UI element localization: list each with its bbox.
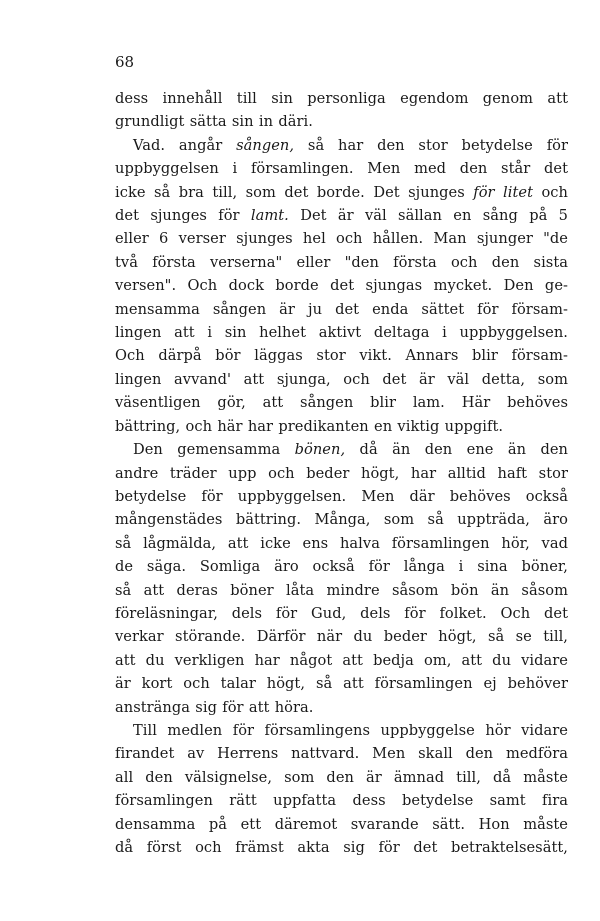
text-segment: det sjunges för — [115, 207, 251, 225]
text-line — [115, 508, 568, 531]
text-segment: de säga. Somliga äro också för långa i sina böner, — [115, 558, 568, 576]
text-segment: anstränga sig för att höra. — [115, 698, 314, 716]
text-segment: versen". Och dock borde det sjungas mycket. Den ge- — [115, 277, 568, 295]
text-segment: föreläsningar, dels för Gud, dels för folket. Och det — [115, 604, 568, 622]
text-line — [115, 485, 568, 508]
italic-text: bönen, — [294, 441, 346, 459]
text-line — [115, 204, 568, 227]
text-segment: verkar störande. Därför när du beder högt, så se till, — [115, 628, 568, 646]
text-line — [115, 274, 568, 297]
text-segment: dess innehåll till sin personliga egendom genom att — [115, 90, 568, 107]
text-line — [115, 298, 568, 321]
text-segment: och — [533, 183, 568, 201]
text-line — [115, 672, 568, 695]
text-segment: andre träder upp och beder högt, har alltid haft stor — [115, 464, 568, 482]
text-line — [115, 251, 568, 274]
text-line — [115, 134, 568, 157]
text-segment: Vad. angår — [133, 136, 237, 154]
text-segment: eller 6 verser sjunges hel och hållen. Man sjunger "de — [115, 230, 568, 248]
text-segment: firandet av Herrens nattvard. Men skall den medföra — [115, 745, 568, 763]
text-segment: väsentligen gör, att sången blir lam. Här behöves — [115, 394, 568, 412]
text-line — [115, 696, 568, 719]
text-line — [115, 344, 568, 367]
text-segment: densamma på ett däremot svarande sätt. Hon måste — [115, 815, 568, 833]
text-segment: Den gemensamma — [133, 441, 295, 459]
text-line — [115, 813, 568, 836]
text-line — [115, 462, 568, 485]
text-segment: mensamma sången är ju det enda sättet för försam- — [115, 300, 568, 318]
text-line — [115, 789, 568, 812]
text-line — [115, 157, 568, 180]
italic-text: för litet — [473, 183, 533, 201]
text-line — [115, 719, 568, 742]
text-line — [115, 766, 568, 789]
text-line — [115, 532, 568, 555]
text-segment: så lågmälda, att icke ens halva församlingen hör, vad — [115, 534, 568, 552]
text-segment: Till medlen för församlingens uppbyggelse hör vidare — [133, 721, 568, 739]
text-segment: församlingen rätt uppfatta dess betydelse samt fira — [115, 792, 568, 810]
text-segment: att du verkligen har något att bedja om, att du vidare — [115, 651, 568, 669]
text-line — [115, 391, 568, 414]
text-segment: Och därpå bör läggas stor vikt. Annars blir försam- — [115, 347, 568, 365]
text-line — [115, 227, 568, 250]
text-line — [115, 625, 568, 648]
text-segment: lingen att i sin helhet aktivt deltaga i uppbyggelsen. — [115, 324, 568, 342]
text-line — [115, 87, 568, 110]
text-line — [115, 579, 568, 602]
italic-text: sången, — [236, 136, 295, 154]
text-segment: Det är väl sällan en sång på 5 — [288, 207, 568, 225]
text-line — [115, 321, 568, 344]
text-segment: uppbyggelsen i församlingen. Men med den står det — [115, 160, 568, 178]
text-segment: då först och främst akta sig för det betraktelsesätt, — [115, 839, 568, 856]
text-segment: grundligt sätta sin in däri. — [115, 113, 313, 131]
text-line — [115, 438, 568, 461]
text-line — [115, 415, 568, 438]
text-line — [115, 649, 568, 672]
text-line — [115, 836, 568, 859]
text-line — [115, 181, 568, 204]
text-segment: är kort och talar högt, så att församlingen ej behöver — [115, 675, 568, 693]
page-number: 68 — [115, 53, 135, 71]
text-line — [115, 602, 568, 625]
text-segment: mångenstädes bättring. Många, som så uppträda, äro — [115, 511, 568, 529]
text-segment: så har den stor betydelse för — [294, 136, 569, 154]
text-segment: betydelse för uppbyggelsen. Men där behöves också — [115, 487, 568, 505]
body-text — [115, 87, 568, 859]
text-segment: all den välsignelse, som den är ämnad till, då måste — [115, 768, 568, 786]
text-segment: icke så bra till, som det borde. Det sjunges — [115, 183, 474, 201]
text-segment: så att deras böner låta mindre såsom bön än såsom — [115, 581, 568, 599]
book-page — [115, 0, 568, 921]
text-segment: bättring, och här har predikanten en viktig uppgift. — [115, 417, 504, 435]
text-line — [115, 555, 568, 578]
text-segment: då än den ene än den — [345, 441, 568, 459]
text-line — [115, 368, 568, 391]
italic-text: lamt. — [250, 207, 289, 225]
text-segment: lingen avvand' att sjunga, och det är väl detta, som — [115, 370, 568, 388]
text-segment: två första verserna" eller "den första och den sista — [115, 253, 568, 271]
text-line — [115, 110, 568, 133]
text-line — [115, 742, 568, 765]
